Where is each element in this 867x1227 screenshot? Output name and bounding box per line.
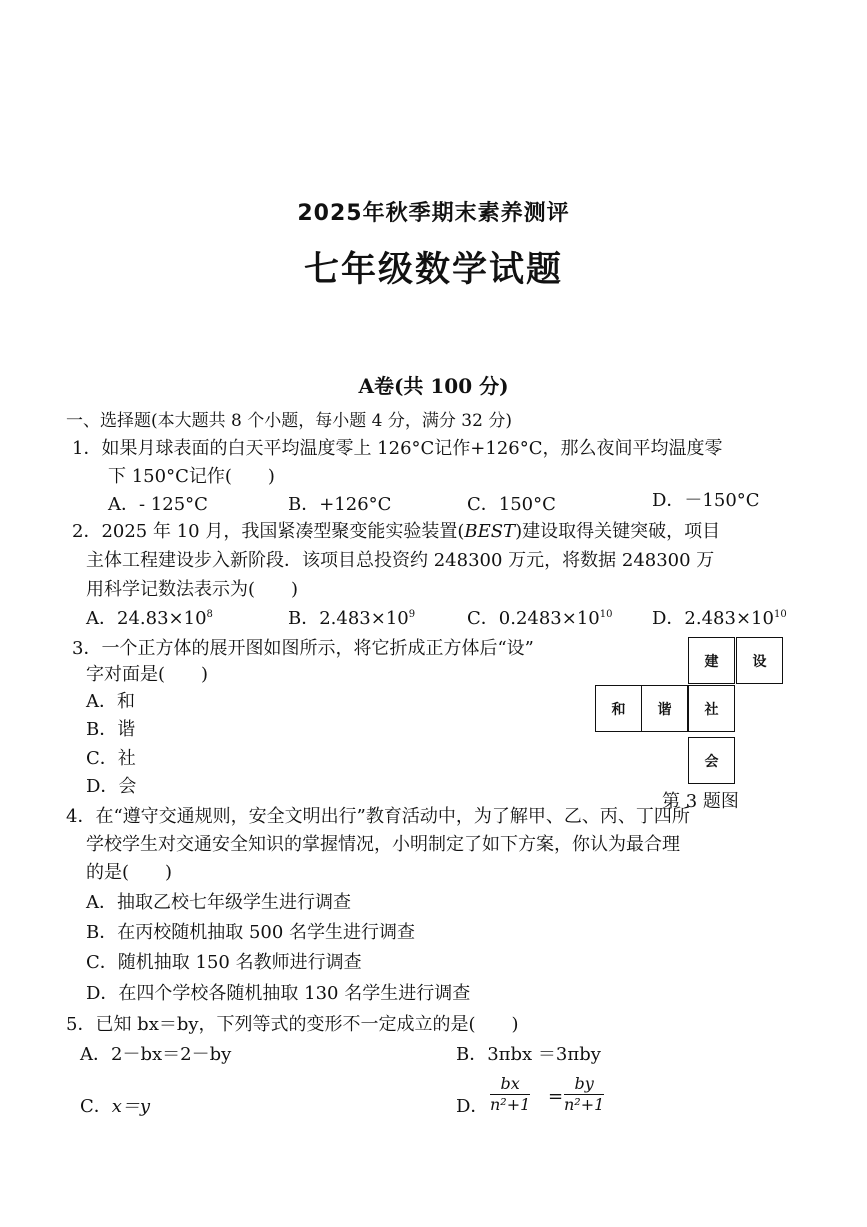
q2-line1	[72, 521, 720, 543]
q2-option-c	[467, 608, 612, 630]
q4-line1: 4．在“遵守交通规则，安全文明出行”教育活动中，为了解甲、乙、丙、丁四所	[66, 806, 690, 827]
q5-option-b	[456, 1044, 601, 1066]
q4-option-d: D．在四个学校各随机抽取 130 名学生进行调查	[86, 983, 471, 1004]
exam-subject: 七年级数学试题	[303, 249, 563, 290]
q2-option-d-base: D．2.483×10	[652, 608, 774, 629]
q2-line2: 主体工程建设步入新阶段．该项目总投资约 248300 万元，将数据 248300 万	[86, 550, 715, 571]
q2-option-b	[288, 608, 415, 630]
q1-line1: 1．如果月球表面的白天平均温度零上 126°C记作+126°C，那么夜间平均温度零	[72, 438, 723, 459]
q3-line1: 3．一个正方体的展开图如图所示，将它折成正方体后“设”	[72, 638, 534, 659]
net-cell-he: 和	[595, 685, 642, 732]
part1-heading: 一、选择题(本大题共 8 个小题，每小题 4 分，满分 32 分)	[66, 411, 512, 431]
q3-option-d: D．会	[86, 776, 137, 797]
q3-option-a: A．和	[86, 691, 135, 712]
q5-option-a-expr: 2－bx＝2－by	[111, 1044, 232, 1065]
q5-option-b-label: B．	[456, 1044, 488, 1065]
q1-option-d: D．－150°C	[652, 490, 760, 511]
q5-option-a	[80, 1044, 231, 1066]
q4-line3: 的是( )	[86, 862, 173, 883]
section-a-title: A卷(共 100 分)	[358, 374, 509, 398]
net-cell-jian: 建	[688, 637, 735, 684]
q2-line1-pre: 2．2025 年 10 月，我国紧凑型聚变能实验装置(	[72, 521, 465, 542]
q2-line1-post: )建设取得关键突破，项目	[515, 521, 721, 542]
exam-title: 2025年秋季期末素养测评	[297, 201, 570, 226]
net-cell-she-society: 社	[688, 685, 735, 732]
q5-option-d-equals: =	[548, 1086, 564, 1107]
net-cell-hui: 会	[688, 737, 735, 784]
q2-line1-em: BEST	[464, 521, 516, 542]
q2-option-a-base: A．24.83×10	[86, 608, 207, 629]
q3-line2: 字对面是( )	[86, 664, 209, 685]
q2-option-a-exp: 8	[206, 609, 213, 620]
q4-option-a: A．抽取乙校七年级学生进行调查	[86, 892, 351, 913]
q5-option-d-label: D．	[456, 1096, 489, 1117]
q2-option-d-exp: 10	[773, 609, 787, 620]
q5-option-d-den-left: n²+1	[490, 1095, 531, 1114]
q2-option-d	[652, 608, 787, 630]
q4-line2: 学校学生对交通安全知识的掌握情况，小明制定了如下方案，你认为最合理	[86, 834, 680, 855]
q5-option-d-num-left: bx	[490, 1074, 530, 1095]
q1-line2: 下 150°C记作( )	[108, 466, 275, 487]
q5-option-b-expr: 3πbx ＝3πby	[487, 1044, 601, 1065]
figure-caption: 第 3 题图	[662, 791, 739, 812]
q5-option-d-fraction-right	[564, 1074, 604, 1115]
q1-option-b: B．+126°C	[288, 494, 392, 515]
q5-option-d-num-right: by	[564, 1074, 604, 1095]
q5-option-c-label: C．	[80, 1096, 112, 1117]
q2-line3: 用科学记数法表示为( )	[86, 579, 299, 600]
q5-line1: 5．已知 bx＝by，下列等式的变形不一定成立的是( )	[66, 1014, 519, 1035]
q3-option-c: C．社	[86, 748, 136, 769]
q5-option-c-expr: x＝y	[111, 1096, 151, 1117]
q1-option-a: A．- 125°C	[108, 494, 208, 515]
q2-option-c-base: C．0.2483×10	[467, 608, 600, 629]
q2-option-b-exp: 9	[408, 609, 416, 620]
q4-option-b: B．在丙校随机抽取 500 名学生进行调查	[86, 922, 416, 943]
q4-option-c: C．随机抽取 150 名教师进行调查	[86, 952, 362, 973]
q2-option-c-exp: 10	[599, 609, 613, 620]
q3-option-b: B．谐	[86, 719, 136, 740]
q2-option-b-base: B．2.483×10	[288, 608, 409, 629]
q5-option-a-label: A．	[80, 1044, 111, 1065]
q5-option-c	[80, 1096, 150, 1118]
net-cell-xie: 谐	[641, 685, 688, 732]
q5-option-d-fraction-left	[490, 1074, 530, 1115]
q1-option-c: C．150°C	[467, 494, 556, 515]
q5-option-d-den-right: n²+1	[564, 1095, 605, 1114]
net-cell-she-design: 设	[736, 637, 783, 684]
q2-option-a	[86, 608, 213, 630]
